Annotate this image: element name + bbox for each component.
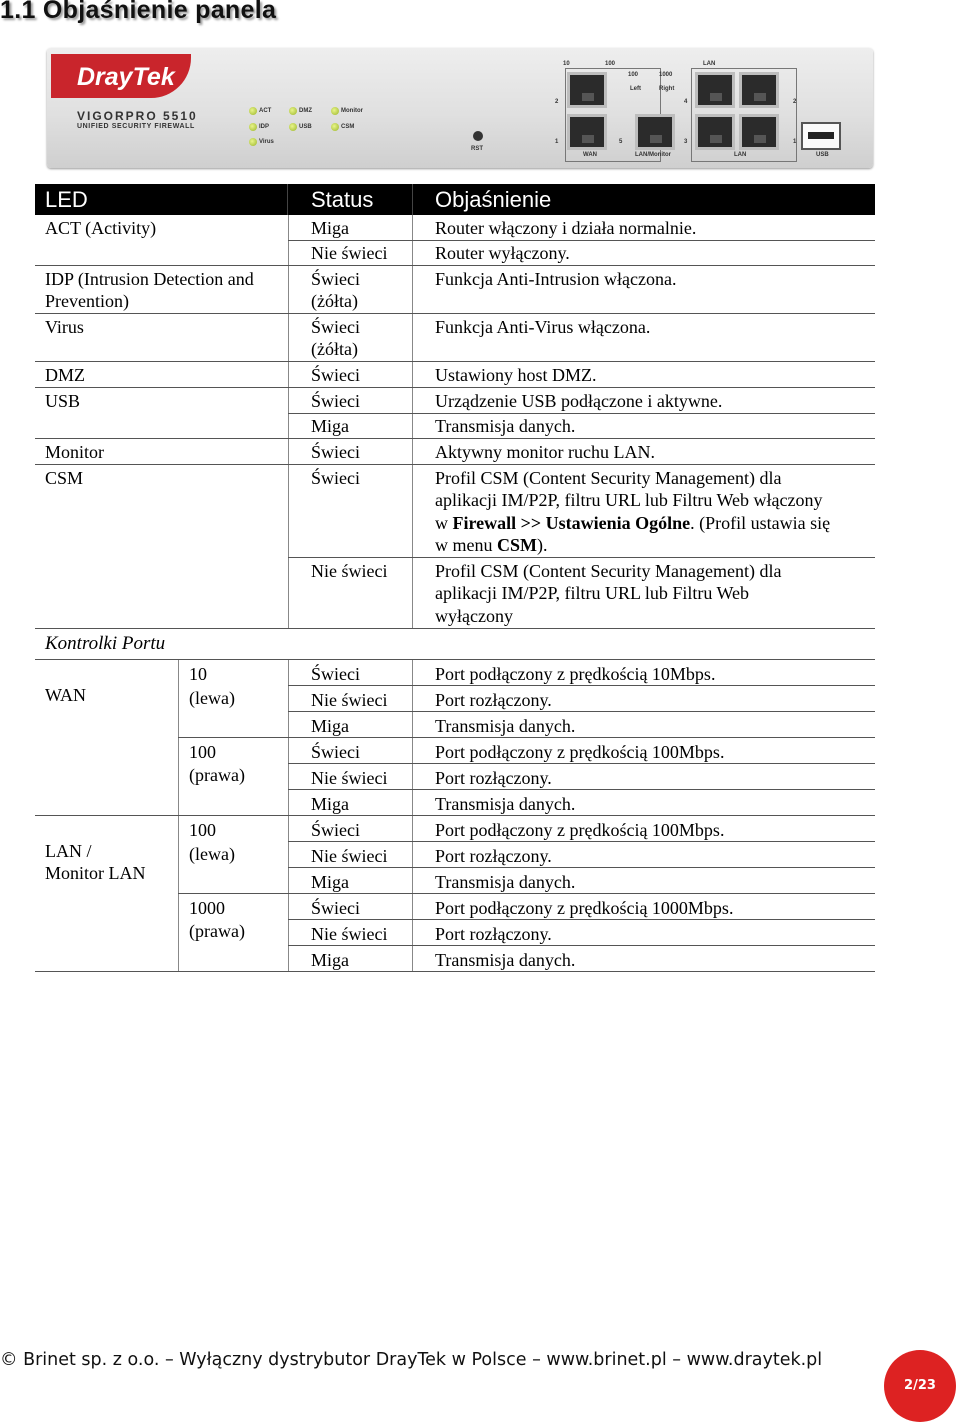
led-name: USB: [45, 391, 81, 411]
port-speed: (lewa): [189, 688, 235, 708]
port-status: Świeci: [311, 742, 360, 762]
port-group-name: Monitor LAN: [45, 863, 146, 883]
port-speed: (prawa): [189, 921, 245, 941]
led-status: Miga: [311, 218, 349, 238]
led-description: Funkcja Anti-Intrusion włączona.: [435, 269, 677, 289]
table-header: [35, 184, 875, 215]
port-label: USB: [816, 152, 829, 158]
reset-label: RST: [471, 146, 483, 152]
port-label: 1: [555, 139, 559, 145]
led-label: USB: [299, 124, 312, 130]
port-status: Nie świeci: [311, 690, 388, 710]
port-label: 1000: [659, 72, 673, 78]
led-status: Świeci: [311, 442, 360, 462]
port-status: Miga: [311, 794, 349, 814]
port-speed: (prawa): [189, 765, 245, 785]
ethernet-port-icon: [635, 114, 675, 150]
led-description: w menu CSM).: [435, 535, 548, 555]
header-status: Status: [311, 187, 374, 212]
port-description: Transmisja danych.: [435, 872, 576, 892]
port-description: Port podłączony z prędkością 1000Mbps.: [435, 898, 734, 918]
port-label: LAN/Monitor: [635, 152, 671, 158]
port-speed: 10: [189, 664, 207, 684]
ethernet-port-icon: [695, 114, 735, 150]
ethernet-port-icon: [739, 114, 779, 150]
port-status: Świeci: [311, 820, 360, 840]
led-description: w Firewall >> Ustawienia Ogólne. (Profil ustawia się: [435, 513, 831, 533]
port-status: Świeci: [311, 898, 360, 918]
led-status: Świeci: [311, 317, 360, 337]
port-status: Miga: [311, 950, 349, 970]
led-label: IDP: [259, 124, 270, 130]
port-status: Miga: [311, 716, 349, 736]
port-label: 100: [628, 72, 639, 78]
port-label: 4: [684, 99, 688, 105]
led-name: IDP (Intrusion Detection and: [45, 269, 254, 289]
port-label: WAN: [583, 152, 597, 158]
led-label: DMZ: [299, 108, 312, 114]
led-act-icon: [249, 107, 257, 115]
port-description: Transmisja danych.: [435, 794, 576, 814]
led-status: Miga: [311, 416, 349, 436]
led-description: Aktywny monitor ruchu LAN.: [435, 442, 655, 462]
port-label: Left: [630, 86, 641, 92]
port-status: Nie świeci: [311, 924, 388, 944]
section-port-leds: Kontrolki Portu: [45, 633, 166, 654]
port-label: 3: [684, 139, 688, 145]
led-status: Nie świeci: [311, 243, 388, 263]
led-description: Profil CSM (Content Security Management) dla: [435, 468, 782, 488]
port-description: Port podłączony z prędkością 100Mbps.: [435, 820, 725, 840]
led-status: Świeci: [311, 468, 360, 488]
draytek-logo: DrayTek: [51, 54, 191, 98]
port-label: 5: [619, 139, 623, 145]
led-description: wyłączony: [435, 606, 513, 626]
port-description: Port rozłączony.: [435, 846, 552, 866]
led-monitor-icon: [331, 107, 339, 115]
led-description: Router wyłączony.: [435, 243, 570, 263]
led-label: Virus: [259, 139, 274, 145]
led-name: ACT (Activity): [45, 218, 157, 238]
port-description: Port podłączony z prędkością 100Mbps.: [435, 742, 725, 762]
led-status: Świeci: [311, 365, 360, 385]
led-status: Nie świeci: [311, 561, 388, 581]
led-description: Profil CSM (Content Security Management) dla: [435, 561, 782, 581]
port-group-name: LAN /: [45, 841, 92, 861]
header-led: LED: [45, 187, 88, 212]
port-speed: 1000: [189, 898, 225, 918]
model-name: VIGORPRO 5510: [77, 109, 198, 123]
port-label: 10: [563, 61, 570, 67]
port-speed: 100: [189, 820, 216, 840]
led-description: Router włączony i działa normalnie.: [435, 218, 697, 238]
led-status: (żółta): [311, 291, 358, 311]
led-csm-icon: [331, 123, 339, 131]
led-usb-icon: [289, 123, 297, 131]
led-description: aplikacji IM/P2P, filtru URL lub Filtru Web włączony: [435, 490, 823, 510]
port-description: Port rozłączony.: [435, 924, 552, 944]
led-description: Funkcja Anti-Virus włączona.: [435, 317, 651, 337]
port-label: 1: [793, 139, 797, 145]
led-name: Monitor: [45, 442, 105, 462]
ethernet-port-icon: [567, 114, 607, 150]
led-virus-icon: [249, 138, 257, 146]
led-dmz-icon: [289, 107, 297, 115]
ethernet-port-icon: [739, 72, 779, 108]
led-description: Ustawiony host DMZ.: [435, 365, 597, 385]
led-status: (żółta): [311, 339, 358, 359]
led-idp-icon: [249, 123, 257, 131]
led-status: Świeci: [311, 391, 360, 411]
led-label: CSM: [341, 124, 355, 130]
ethernet-port-icon: [567, 72, 607, 108]
led-description: Urządzenie USB podłączone i aktywne.: [435, 391, 723, 411]
led-label: Monitor: [341, 108, 363, 114]
led-name: DMZ: [45, 365, 85, 385]
port-group-name: WAN: [45, 685, 86, 705]
port-description: Transmisja danych.: [435, 716, 576, 736]
led-name: Prevention): [45, 291, 129, 311]
port-speed: 100: [189, 742, 216, 762]
led-status: Świeci: [311, 269, 360, 289]
page-number-badge: 2/23: [884, 1350, 956, 1422]
port-description: Port podłączony z prędkością 10Mbps.: [435, 664, 716, 684]
led-name: CSM: [45, 468, 84, 488]
model-subtitle: UNIFIED SECURITY FIREWALL: [77, 123, 195, 130]
reset-button-icon: [473, 131, 483, 141]
port-status: Miga: [311, 872, 349, 892]
ethernet-port-icon: [695, 72, 735, 108]
led-label: ACT: [259, 108, 272, 114]
port-label: LAN: [703, 61, 716, 67]
usb-port-icon: [801, 122, 841, 150]
led-description: aplikacji IM/P2P, filtru URL lub Filtru Web: [435, 583, 750, 603]
led-name: Virus: [45, 317, 84, 337]
port-description: Transmisja danych.: [435, 950, 576, 970]
port-label: Right: [659, 86, 675, 92]
port-label: 100: [605, 61, 616, 67]
port-description: Port rozłączony.: [435, 768, 552, 788]
port-label: LAN: [734, 152, 747, 158]
section-heading: 1.1 Objaśnienie panela: [0, 0, 277, 24]
port-label: 2: [555, 99, 559, 105]
port-label: 2: [793, 99, 797, 105]
router-panel-image: [47, 48, 873, 168]
port-status: Nie świeci: [311, 846, 388, 866]
led-description: Transmisja danych.: [435, 416, 576, 436]
header-description: Objaśnienie: [435, 187, 552, 212]
port-status: Świeci: [311, 664, 360, 684]
port-description: Port rozłączony.: [435, 690, 552, 710]
page-footer: © Brinet sp. z o.o. – Wyłączny dystrybutor DrayTek w Polsce – www.brinet.pl – www.draytek.pl: [0, 1350, 823, 1370]
port-status: Nie świeci: [311, 768, 388, 788]
port-speed: (lewa): [189, 844, 235, 864]
